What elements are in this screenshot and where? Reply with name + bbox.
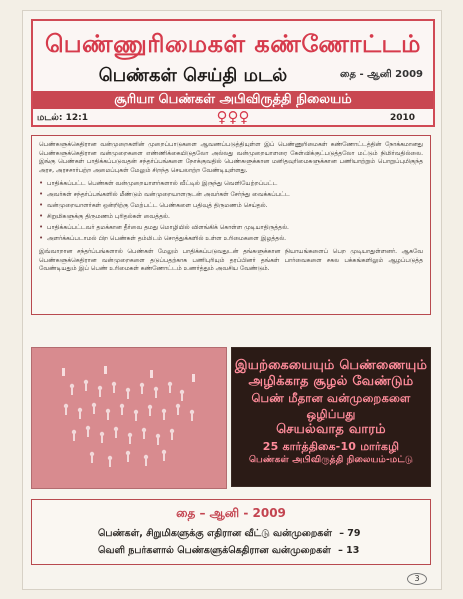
crowd-figures-graphic bbox=[32, 348, 226, 488]
article-lead: பெண்களுக்கெதிரான வன்முறைகளின் முறைப்பாடுகளை ஆவணப்படுத்தியுள்ள இப் பெண்ணுரிமைகள் கண்ணோட்டத்தின் நோக்கமானது பெண்களுக்கெதிரான வன்முறைகளை எண்ணிக்கையிடுதலோ அல்லது வன்முறையாளரை கேள்விக்குட்படுத்தலோ மட்டும் நிமிர்வதில்லை. இங்கு பெண்கள் பாதிக்கப்படுவதன் சந்தர்ப்பங்களை நோக்குவதில் பெண்களுக்கான மனிதவுரிமைகளுக்கான பணியாற்றும் பொறுப்புமிகுந்த அரச, அரசசார்பற்ற அமைப்புகள் மேலும் சிறந்த செயலாற்ற வேண்டியுள்ளது. bbox=[39, 141, 423, 174]
campaign-poster bbox=[231, 347, 431, 487]
stats-value: – 13 bbox=[338, 545, 360, 556]
poster-line: பெண் மீதான வன்முறைகளை ஒழிப்பது bbox=[251, 391, 411, 421]
poster-line: 25 கார்த்திகை-10 மார்கழி bbox=[262, 440, 400, 453]
issue-date: தை - ஆனி 2009 bbox=[339, 69, 423, 80]
article-points bbox=[39, 179, 423, 243]
stats-label: பெண்கள், சிறுமிகளுக்கு எதிரான வீட்டு வன்முறைகள் bbox=[98, 528, 332, 539]
stats-row bbox=[98, 545, 359, 557]
poster-line: பெண்கள் அபிவிருத்தி நிலையம்-மட்டு bbox=[249, 455, 413, 465]
volume-label: மடல்: 12:1 bbox=[37, 113, 88, 123]
poster-line: இயற்கையையும் பெண்ணையும் bbox=[234, 358, 428, 373]
article-point: • அவர்கள் சந்தர்ப்பங்களில் மீண்டும் வன்முறையாளருடன் அவர்கள் சேர்ந்து வைக்கப்பட்ட bbox=[39, 190, 423, 199]
stats-label: வெளி நபர்களால் பெண்களுக்கெதிரான வன்முறைகள் bbox=[98, 545, 331, 556]
editorial-article bbox=[31, 135, 431, 315]
newsletter-page bbox=[22, 10, 442, 590]
page-number: 3 bbox=[407, 573, 427, 585]
article-point: • பாதிக்கப்பட்டவர் தமக்கான தீர்வை தமது மொழியில் விளங்கிக் கொள்ள முடியாதிருத்தல். bbox=[39, 223, 423, 232]
stats-value: – 79 bbox=[339, 528, 361, 539]
article-point: • அளர்க்கப்படாமல் பிற பெண்கள் தம்மிடம் சொத்துக்களில் உள்ள உரிமைகளை இழத்தல். bbox=[39, 234, 423, 243]
article-point: • சிறுமிகளுக்கு திருமணம் புரிதல்கள் வைத்தல். bbox=[39, 212, 423, 221]
poster-line: செயல்வாத வாரம் bbox=[276, 422, 386, 437]
newsletter-subtitle: பெண்கள் செய்தி மடல் bbox=[98, 65, 288, 86]
stats-row bbox=[98, 528, 361, 540]
protest-crowd-illustration bbox=[31, 347, 227, 489]
masthead bbox=[31, 19, 435, 127]
female-symbols-icon: ♀♀♀ bbox=[216, 108, 250, 126]
violence-statistics bbox=[31, 499, 431, 565]
stats-period: தை – ஆனி - 2009 bbox=[176, 506, 286, 520]
article-point: • வன்முறையாளர்கள் ஒன்றிற்கு மேற்பட்ட பெண்களை பதிவுத் திருமணம் செய்தல். bbox=[39, 201, 423, 210]
article-closing: இவ்வாறான சந்தர்ப்பங்களால் பெண்கள் மேலும் பாதிக்கப்படுவதுடன் தங்களுக்கான நியாயங்களைப் பெற முடியாதுள்ளனர். ஆகவே பெண்களுக்கெதிரான வன்முறைகளை தடுப்பதற்காக பணிபுரியும் தரப்பினர் தங்கள் பார்வைகளை சகல பக்கங்களிலும் ஆழப்படுத்த வேண்டியதும் இப் பெண் உரிமைகள் கண்ணோட்டம் உணர்த்தும் அவசிய வேண்டும். bbox=[39, 248, 423, 272]
issue-year: 2010 bbox=[389, 113, 415, 123]
organization-banner: சூரியா பெண்கள் அபிவிருத்தி நிலையம் bbox=[33, 91, 433, 109]
poster-line: அழிக்காத சூழல் வேண்டும் bbox=[248, 374, 414, 389]
newsletter-title: பெண்ணுரிமைகள் கண்ணோட்டம் bbox=[45, 29, 421, 58]
article-point: • பாதிக்கப்பட்ட பெண்கள் வன்முறையாளர்களால் வீட்டில் இருந்து வெளியேற்றப்பட்ட bbox=[39, 179, 423, 188]
